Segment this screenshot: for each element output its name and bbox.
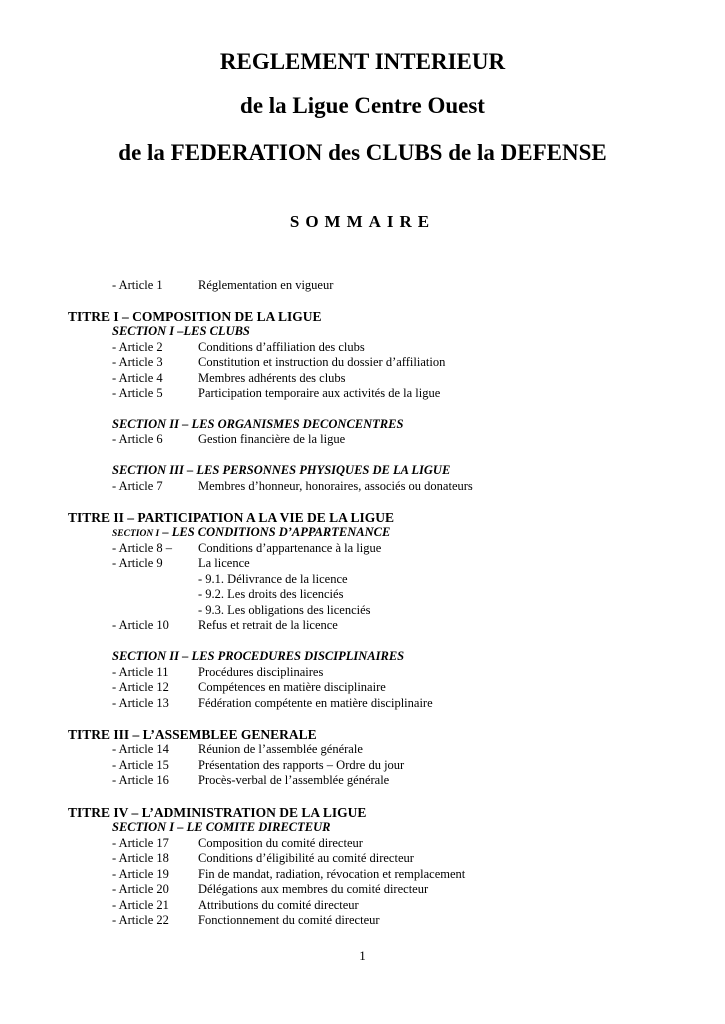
section-heading: SECTION I –LES CLUBS <box>112 324 250 338</box>
article-number: - Article 20 <box>112 882 169 896</box>
article-title: Fin de mandat, radiation, révocation et remplacement <box>198 867 466 881</box>
article-number: - Article 19 <box>112 867 169 881</box>
article-number: - Article 21 <box>112 898 169 912</box>
article-title: Refus et retrait de la licence <box>198 618 338 632</box>
titre-heading: TITRE IV – L’ADMINISTRATION DE LA LIGUE <box>68 805 367 820</box>
article-title: Membres adhérents des clubs <box>198 371 346 385</box>
section-heading-text: – LES CONDITIONS D’APPARTENANCE <box>159 525 391 539</box>
article-number: - Article 7 <box>112 479 163 493</box>
subarticle-title: - 9.2. Les droits des licenciés <box>198 587 344 601</box>
article-number: - Article 6 <box>112 432 163 446</box>
article-number: - Article 15 <box>112 758 169 772</box>
section-heading: SECTION I – LE COMITE DIRECTEUR <box>112 820 331 834</box>
section-heading: SECTION II – LES ORGANISMES DECONCENTRES <box>112 417 404 431</box>
article-title: Attributions du comité directeur <box>198 898 359 912</box>
article-title: Membres d’honneur, honoraires, associés ou donateurs <box>198 479 473 493</box>
article-title: Fonctionnement du comité directeur <box>198 913 380 927</box>
titre-heading: TITRE I – COMPOSITION DE LA LIGUE <box>68 309 322 324</box>
article-number: - Article 5 <box>112 386 163 400</box>
article-title: Procès-verbal de l’assemblée générale <box>198 773 390 787</box>
article-title: Délégations aux membres du comité directeur <box>198 882 429 896</box>
section-heading: SECTION III – LES PERSONNES PHYSIQUES DE LA LIGUE <box>112 463 451 477</box>
article-number: - Article 12 <box>112 680 169 694</box>
subarticle-title: - 9.3. Les obligations des licenciés <box>198 603 371 617</box>
article-title: Constitution et instruction du dossier d’affiliation <box>198 355 446 369</box>
section-heading-prefix: SECTION I <box>112 529 160 539</box>
article-number: - Article 1 <box>112 278 163 292</box>
article-number: - Article 8 – <box>112 541 173 555</box>
page-number: 1 <box>359 948 366 963</box>
article-number: - Article 9 <box>112 556 163 570</box>
article-number: - Article 10 <box>112 618 169 632</box>
article-title: Gestion financière de la ligue <box>198 432 346 446</box>
article-title: Composition du comité directeur <box>198 836 363 850</box>
subarticle-title: - 9.1. Délivrance de la licence <box>198 572 348 586</box>
titre-heading: TITRE II – PARTICIPATION A LA VIE DE LA LIGUE <box>68 510 394 525</box>
article-title: Conditions d’affiliation des clubs <box>198 340 365 354</box>
article-number: - Article 11 <box>112 665 169 679</box>
article-title: Réunion de l’assemblée générale <box>198 742 363 756</box>
sommaire-heading: SOMMAIRE <box>289 212 436 231</box>
article-title: Procédures disciplinaires <box>198 665 324 679</box>
article-title: La licence <box>198 556 250 570</box>
section-heading <box>112 525 390 540</box>
title-line-2: de la Ligue Centre Ouest <box>240 93 485 118</box>
article-number: - Article 3 <box>112 355 163 369</box>
article-number: - Article 4 <box>112 371 163 385</box>
article-number: - Article 17 <box>112 836 169 850</box>
article-number: - Article 16 <box>112 773 169 787</box>
title-line-3: de la FEDERATION des CLUBS de la DEFENSE <box>118 140 607 165</box>
article-title: Conditions d’éligibilité au comité directeur <box>198 851 414 865</box>
article-title: Conditions d’appartenance à la ligue <box>198 541 382 555</box>
article-number: - Article 18 <box>112 851 169 865</box>
article-title: Réglementation en vigueur <box>198 278 334 292</box>
section-heading: SECTION II – LES PROCEDURES DISCIPLINAIRES <box>112 649 405 663</box>
article-title: Participation temporaire aux activités de la ligue <box>198 386 441 400</box>
article-title: Fédération compétente en matière disciplinaire <box>198 696 433 710</box>
article-title: Compétences en matière disciplinaire <box>198 680 386 694</box>
article-number: - Article 13 <box>112 696 169 710</box>
titre-heading: TITRE III – L’ASSEMBLEE GENERALE <box>68 727 317 742</box>
article-number: - Article 22 <box>112 913 169 927</box>
article-title: Présentation des rapports – Ordre du jour <box>198 758 405 772</box>
title-line-1: REGLEMENT INTERIEUR <box>219 49 506 74</box>
article-number: - Article 2 <box>112 340 163 354</box>
article-number: - Article 14 <box>112 742 169 756</box>
